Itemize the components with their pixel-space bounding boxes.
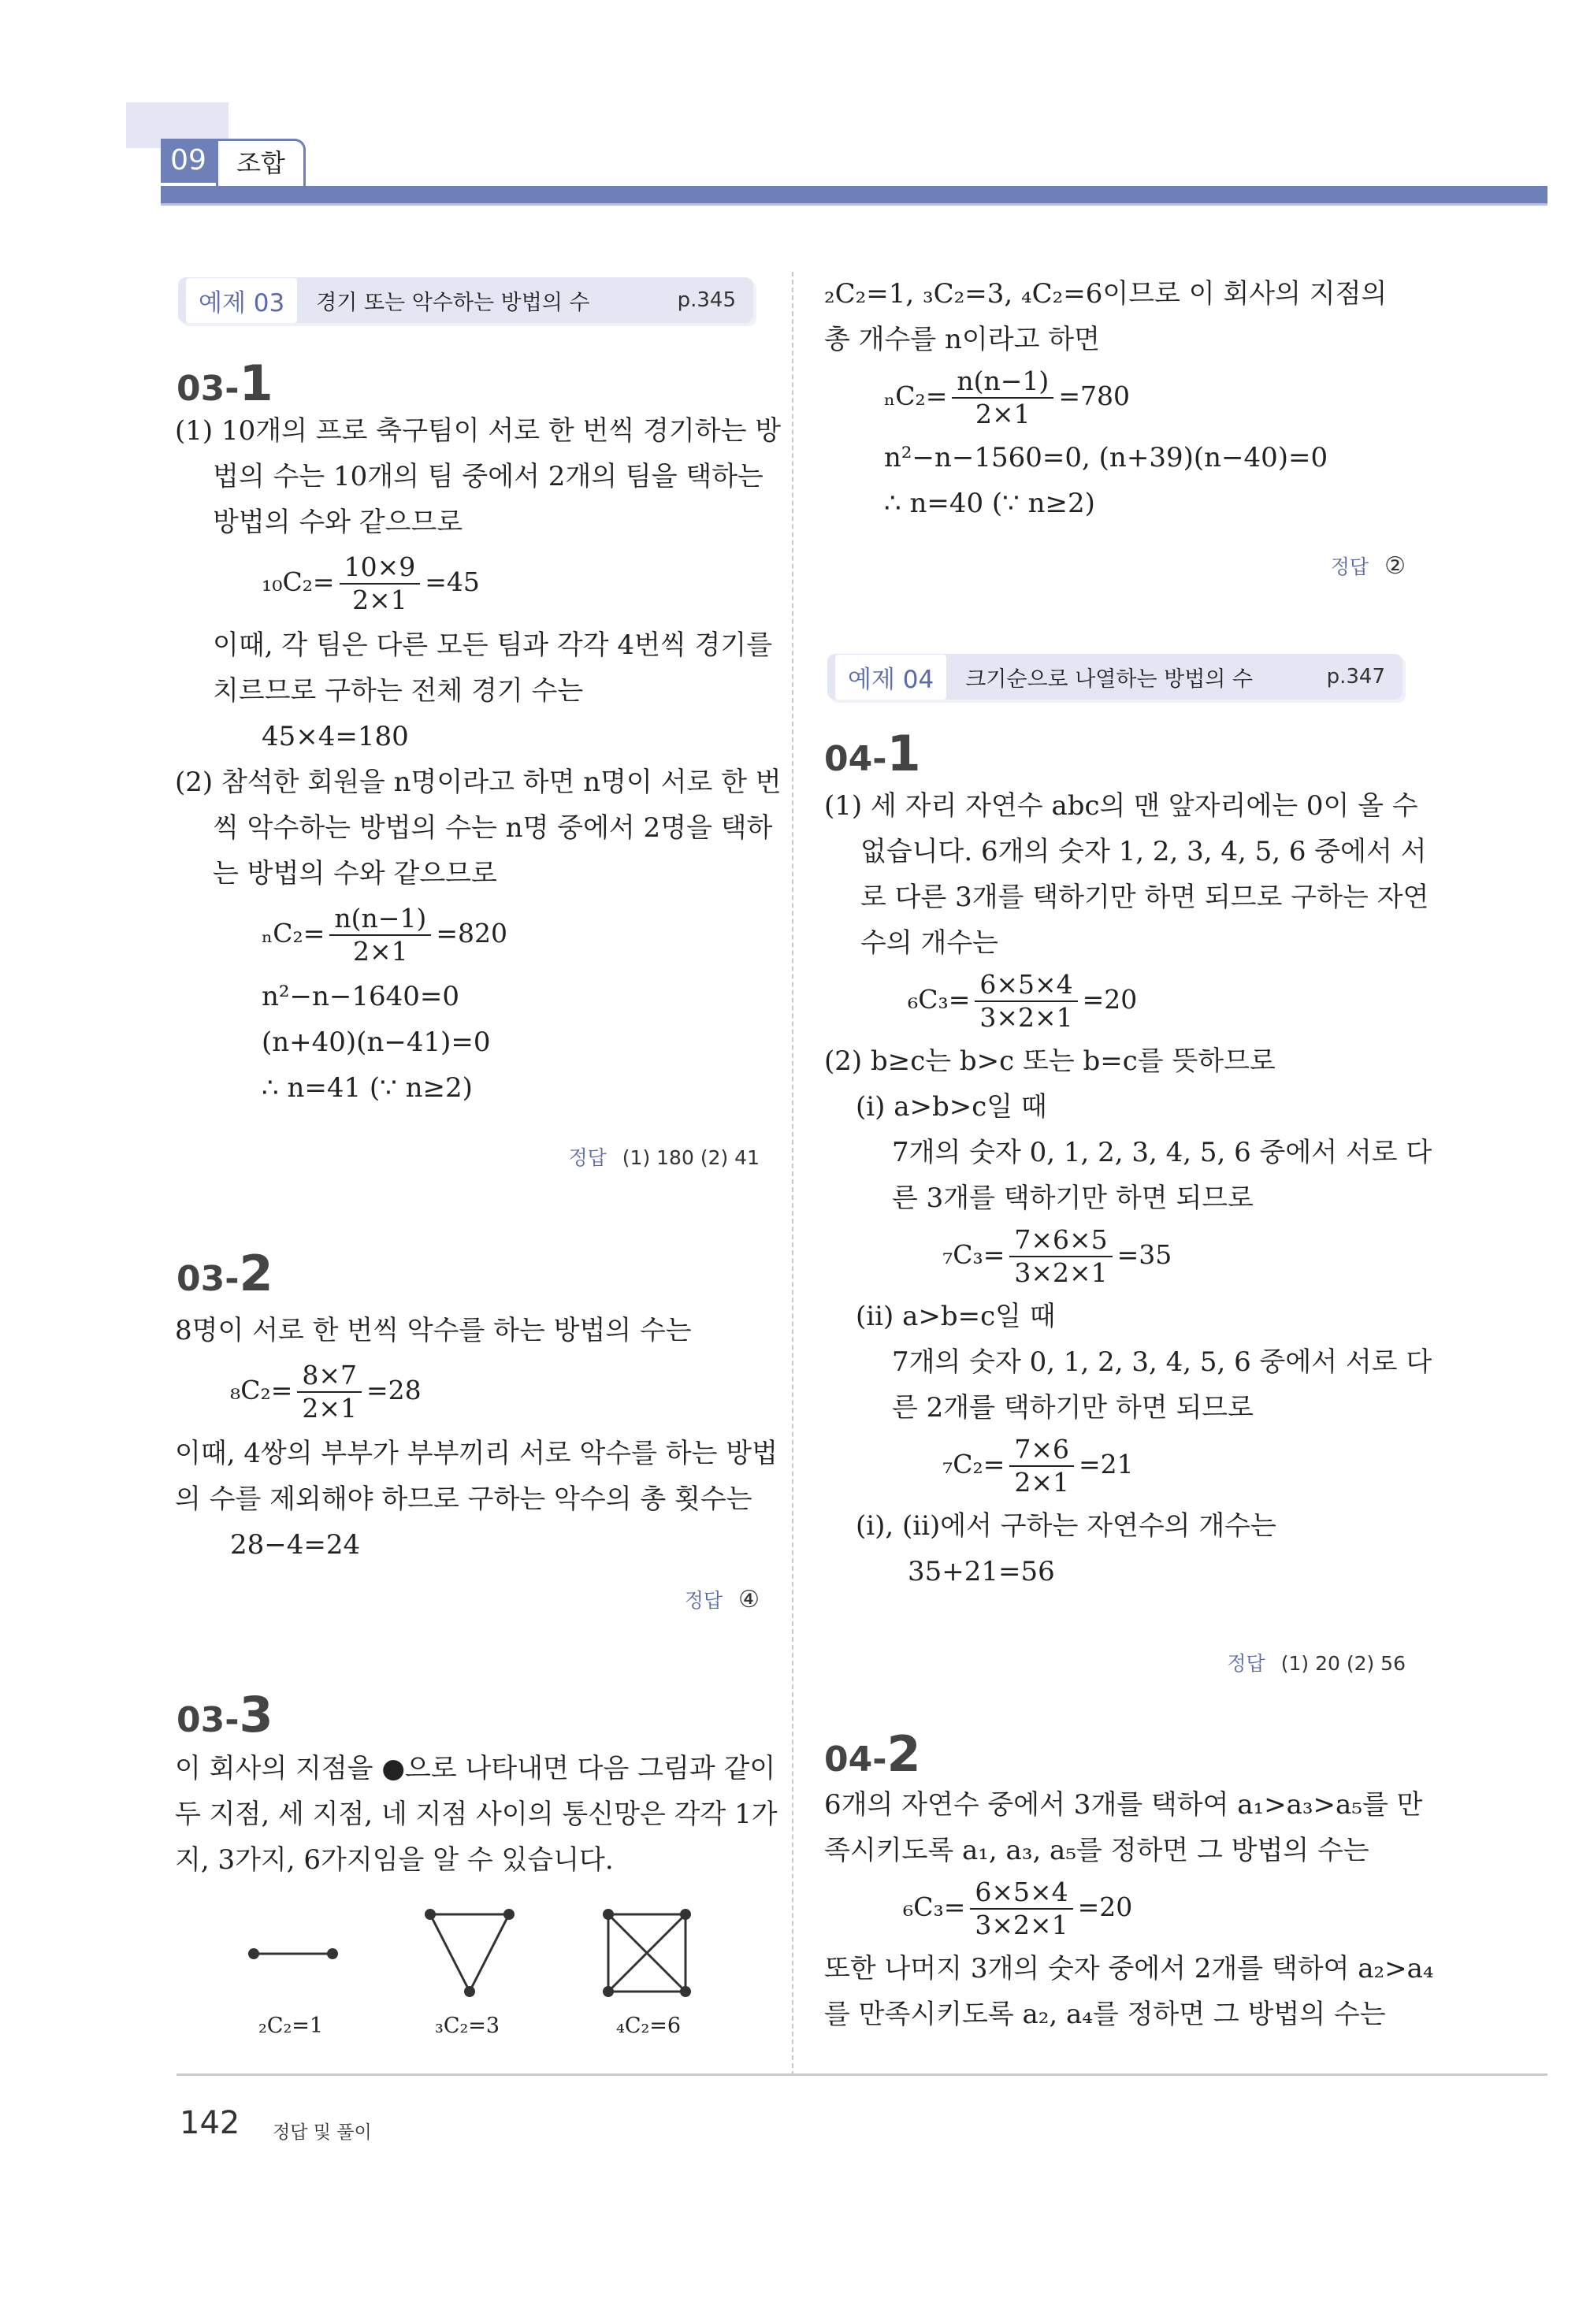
text-line: 또한 나머지 3개의 숫자 중에서 2개를 택하여 a₂>a₄: [824, 1953, 1434, 1984]
column-divider: [792, 272, 793, 2076]
figure-caption-2: ₃C₂=3: [435, 2014, 500, 2038]
text-line: 6개의 자연수 중에서 3개를 택하여 a₁>a₃>a₅를 만: [824, 1789, 1423, 1821]
text-line: ₂C₂=1, ₃C₂=3, ₄C₂=6이므로 이 회사의 지점의: [824, 278, 1388, 310]
text-line: (2) 참석한 회원을 n명이라고 하면 n명이 서로 한 번: [175, 767, 782, 798]
text-line: 의 수를 제외해야 하므로 구하는 악수의 총 횟수는: [175, 1483, 752, 1515]
text-line: 45×4=180: [262, 721, 409, 752]
problem-heading-03-3: 03-3: [176, 1686, 273, 1743]
equation: ₆C₃= $\frac{6\times 5\times 4}{3\times 2\times 1}$ =20: [908, 969, 1138, 1033]
text-line: (n+40)(n−41)=0: [262, 1026, 491, 1058]
equation: ₁₀C₂= $\frac{10\times 9}{2\times 1}$ =45: [262, 551, 480, 615]
text-line: 방법의 수와 같으므로: [213, 507, 463, 538]
equation: ₆C₃= $\frac{6\times 5\times 4}{3\times 2\times 1}$ =20: [903, 1877, 1133, 1940]
example-tag: 예제 04: [835, 655, 946, 700]
footer-rule: [176, 2073, 1547, 2076]
text-line: 이때, 각 팀은 다른 모든 팀과 각각 4번씩 경기를: [213, 629, 773, 661]
problem-heading-03-2: 03-2: [176, 1245, 273, 1302]
text-line: 8명이 서로 한 번씩 악수를 하는 방법의 수는: [175, 1315, 692, 1346]
chapter-number: 09: [161, 139, 216, 183]
text-line: (1) 10개의 프로 축구팀이 서로 한 번씩 경기하는 방: [175, 415, 782, 447]
answer-03-1: 정답 (1) 180 (2) 41: [568, 1146, 760, 1169]
text-line: n²−n−1560=0, (n+39)(n−40)=0: [884, 442, 1328, 473]
text-line: 35+21=56: [908, 1556, 1055, 1587]
text-line: 지, 3가지, 6가지임을 알 수 있습니다.: [175, 1844, 614, 1876]
text-line: 수의 개수는: [860, 927, 999, 959]
text-line: ∴ n=41 (∵ n≥2): [262, 1072, 473, 1104]
problem-03-1-body: [175, 408, 782, 1111]
right-top-body: [824, 271, 1387, 526]
text-line: 는 방법의 수와 같으므로: [213, 858, 497, 889]
three-node-graph: [425, 1909, 515, 1997]
equation: ₙC₂= $\frac{n(n-1)}{2\times 1}$ =780: [884, 366, 1130, 429]
example-page-ref: p.345: [677, 288, 736, 312]
text-line: 른 3개를 택하기만 하면 되므로: [892, 1182, 1254, 1214]
equation: ₈C₂= $\frac{8\times 7}{2\times 1}$ =28: [230, 1360, 422, 1424]
text-line: 7개의 숫자 0, 1, 2, 3, 4, 5, 6 중에서 서로 다: [892, 1346, 1432, 1378]
problem-04-2-body: [824, 1782, 1434, 2037]
equation: ₇C₂= $\frac{7\times 6}{2\times 1}$ =21: [942, 1434, 1134, 1498]
problem-heading-04-2: 04-2: [824, 1725, 921, 1783]
example-page-ref: p.347: [1326, 665, 1385, 689]
text-line: 7개의 숫자 0, 1, 2, 3, 4, 5, 6 중에서 서로 다: [892, 1137, 1432, 1168]
problem-03-3-body: [175, 1746, 778, 1883]
text-line: ∴ n=40 (∵ n≥2): [884, 488, 1095, 519]
problem-heading-03-1: 03-1: [176, 355, 273, 412]
network-diagrams: [236, 1891, 709, 2009]
text-line: n²−n−1640=0: [262, 981, 460, 1012]
figure-caption-1: ₂C₂=1: [258, 2014, 324, 2038]
equation: ₙC₂= $\frac{n(n-1)}{2\times 1}$ =820: [262, 903, 507, 967]
four-node-graph: [603, 1909, 691, 1997]
example-title: 경기 또는 악수하는 방법의 수: [316, 290, 590, 315]
figure-caption-3: ₄C₂=6: [616, 2014, 682, 2038]
text-line: 없습니다. 6개의 숫자 1, 2, 3, 4, 5, 6 중에서 서: [860, 836, 1427, 867]
problem-heading-04-1: 04-1: [824, 725, 921, 782]
text-line: 를 만족시키도록 a₂, a₄를 정하면 그 방법의 수는: [824, 1999, 1386, 2030]
header-underline: [161, 203, 1547, 206]
text-line: 이때, 4쌍의 부부가 부부끼리 서로 악수를 하는 방법: [175, 1438, 778, 1469]
header-bar: [161, 186, 1547, 203]
text-line: 총 개수를 n이라고 하면: [824, 324, 1100, 355]
text-line: 28−4=24: [230, 1529, 361, 1561]
text-line: (ⅱ) a>b=c일 때: [856, 1301, 1056, 1332]
example-title: 크기순으로 나열하는 방법의 수: [965, 666, 1254, 692]
equation: ₇C₃= $\frac{7\times 6\times 5}{3\times 2\times 1}$ =35: [942, 1224, 1172, 1288]
problem-03-2-body: [175, 1308, 778, 1568]
text-line: (ⅰ), (ⅱ)에서 구하는 자연수의 개수는: [856, 1510, 1276, 1542]
answer-04-1: 정답 (1) 20 (2) 56: [1227, 1652, 1406, 1675]
problem-04-1-body: [824, 783, 1432, 1595]
text-line: (2) b≥c는 b>c 또는 b=c를 뜻하므로: [824, 1045, 1276, 1077]
text-line: 른 2개를 택하기만 하면 되므로: [892, 1392, 1254, 1424]
text-line: 로 다른 3개를 택하기만 하면 되므로 구하는 자연: [860, 882, 1429, 913]
text-line: (ⅰ) a>b>c일 때: [856, 1091, 1047, 1123]
example-tag: 예제 03: [186, 278, 297, 323]
two-node-graph: [248, 1948, 338, 1959]
answer-03-3: 정답 ②: [1330, 552, 1406, 580]
text-line: (1) 세 자리 자연수 abc의 맨 앞자리에는 0이 올 수: [824, 790, 1418, 822]
answer-03-2: 정답 ④: [684, 1586, 760, 1613]
footer-label: 정답 및 풀이: [273, 2122, 372, 2143]
text-line: 씩 악수하는 방법의 수는 n명 중에서 2명을 택하: [213, 812, 773, 844]
text-line: 치르므로 구하는 전체 경기 수는: [213, 675, 584, 707]
text-line: 이 회사의 지점을 ●으로 나타내면 다음 그림과 같이: [175, 1753, 776, 1784]
example-03-box: [178, 277, 753, 323]
text-line: 법의 수는 10개의 팀 중에서 2개의 팀을 택하는: [213, 461, 763, 492]
page-number: 142: [180, 2105, 240, 2141]
text-line: 족시키도록 a₁, a₃, a₅를 정하면 그 방법의 수는: [824, 1835, 1369, 1866]
example-04-box: [827, 654, 1403, 700]
text-line: 두 지점, 세 지점, 네 지점 사이의 통신망은 각각 1가: [175, 1799, 778, 1830]
chapter-title: 조합: [216, 139, 306, 190]
